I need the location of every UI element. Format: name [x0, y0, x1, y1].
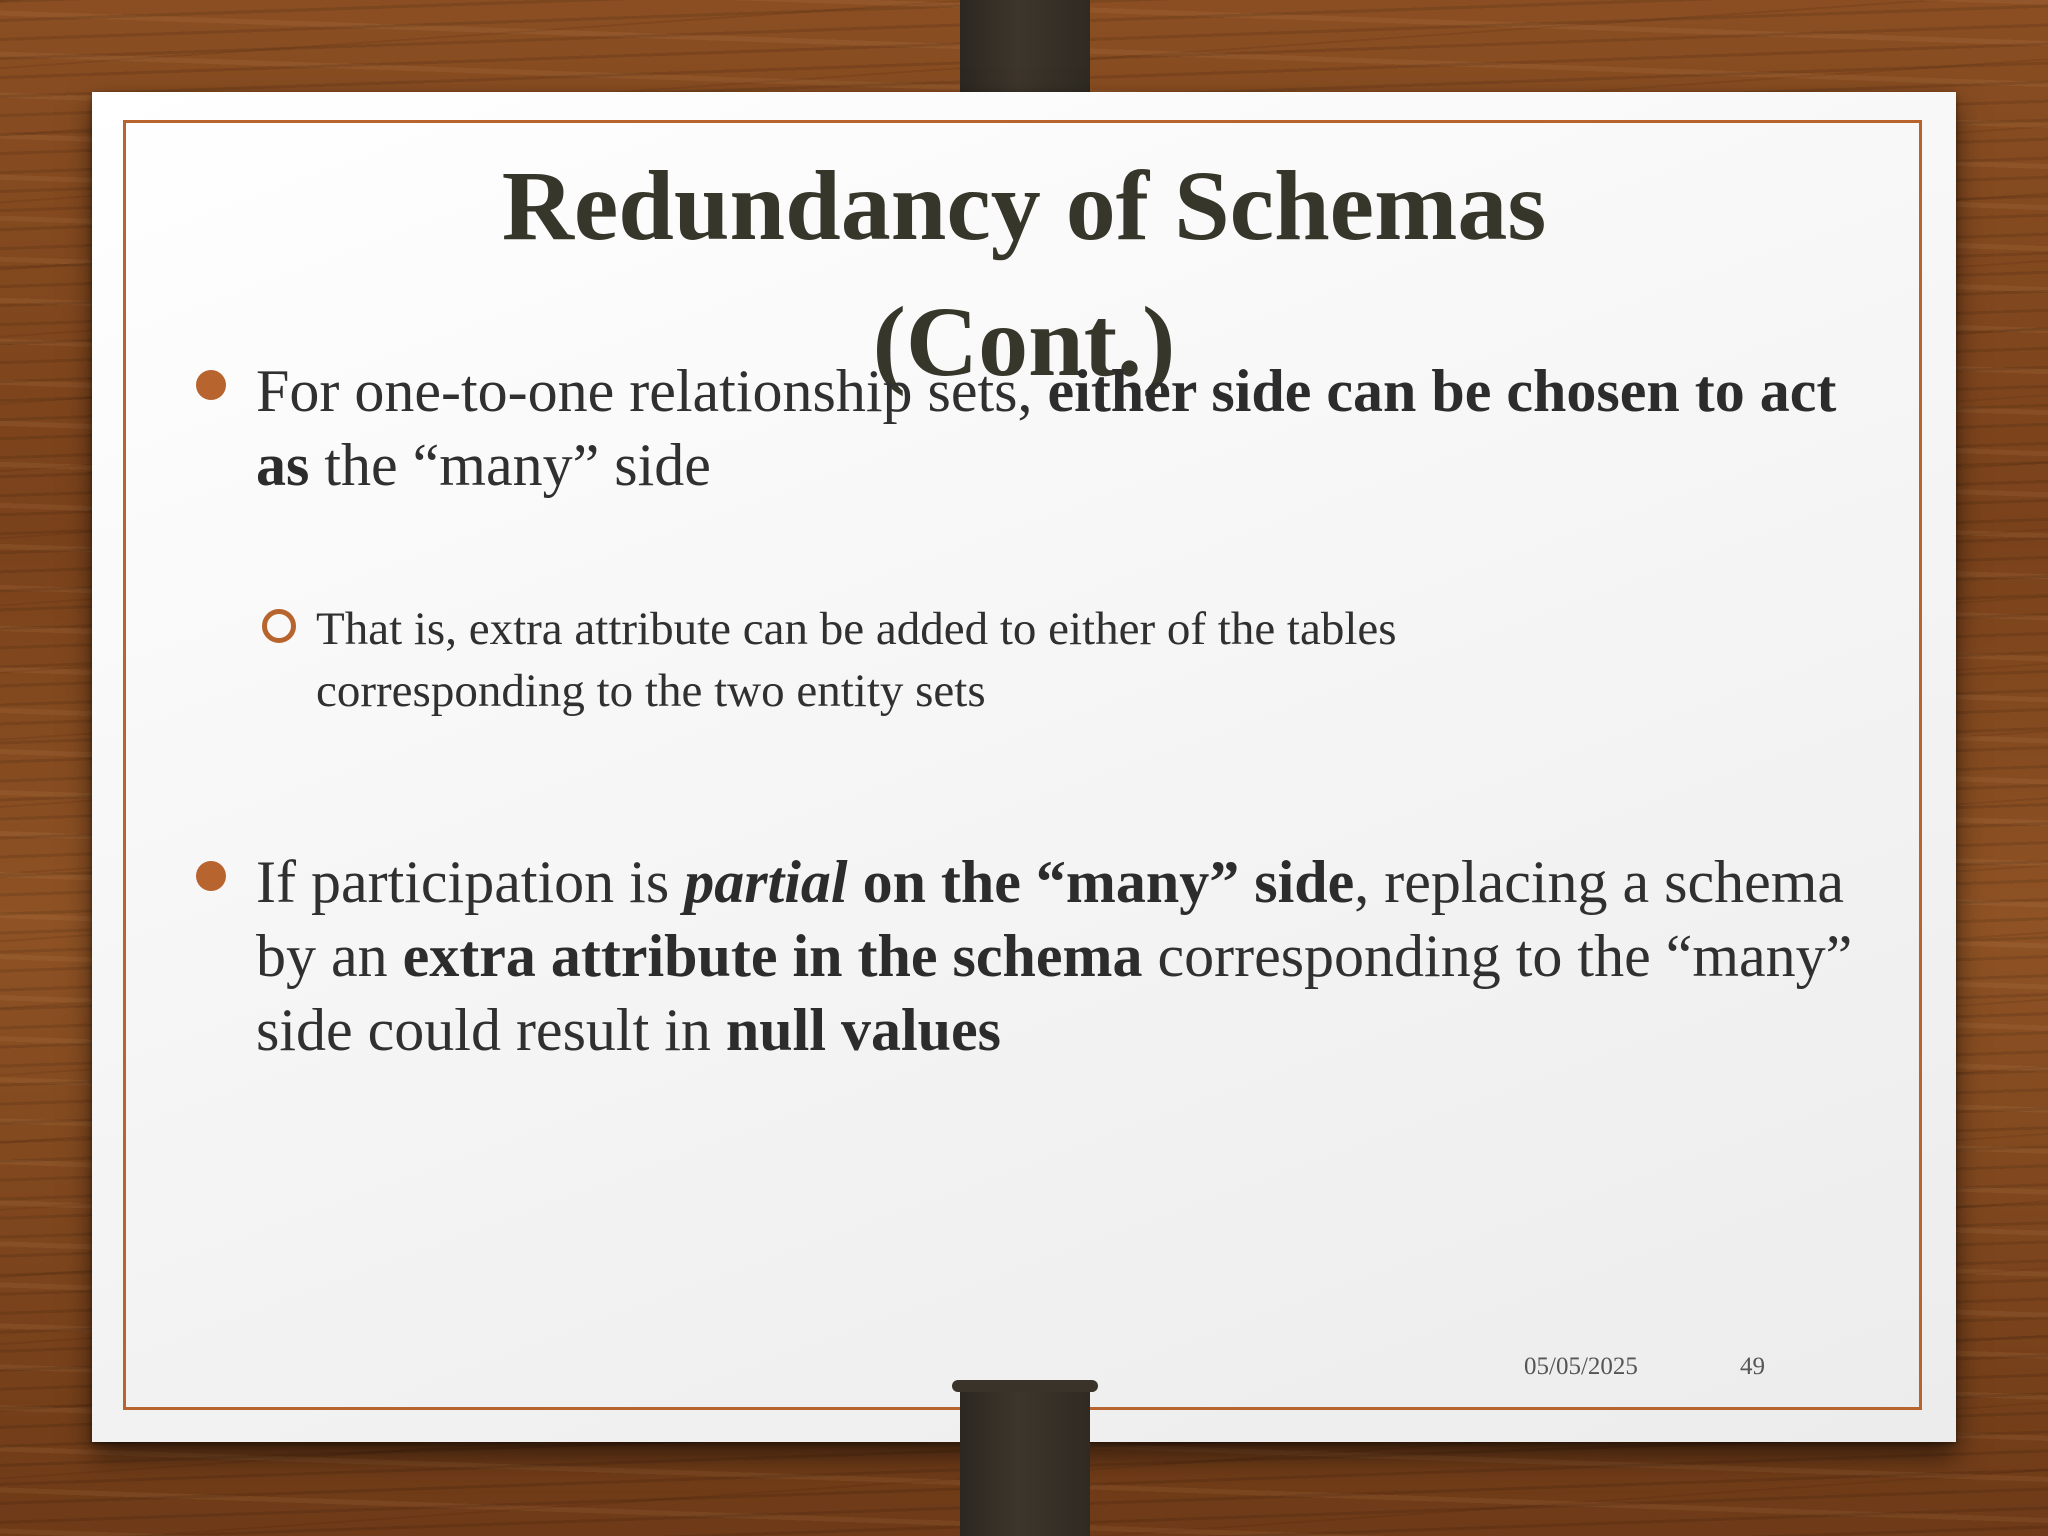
bullet-text	[256, 354, 1876, 502]
bullet-dot-icon	[196, 370, 226, 400]
sub-bullet-text	[316, 598, 1692, 722]
bullet-bold-segment: on the “many” side	[847, 849, 1355, 915]
hollow-circle-bullet-icon	[262, 609, 296, 643]
bullet-dot-icon	[196, 861, 226, 891]
bullet-text-segment: corresponding to the “many” side could result in	[256, 923, 1853, 1063]
bottom-binder-clip	[960, 1384, 1090, 1536]
bullet-bold-italic-segment	[684, 849, 847, 915]
bullet-bold-segment: either side can be chosen to act as	[256, 358, 1837, 498]
bullet-italic-word: partial	[684, 849, 848, 915]
sub-bullet-line-2: corresponding to the two entity sets	[316, 665, 986, 717]
bullet-text-segment: , replacing a schema by an	[256, 849, 1845, 989]
sub-bullet-line-1: That is, extra attribute can be added to either of the tables	[316, 603, 1397, 655]
bullet-text	[256, 845, 1876, 1067]
slide-page-number: 49	[1740, 1353, 1765, 1380]
title-line-2: (Cont.)	[872, 286, 1176, 397]
bullet-text-segment: For one-to-one relationship sets,	[256, 358, 1048, 424]
footer-date: 05/05/2025	[1524, 1353, 1638, 1380]
title-line-1: Redundancy of Schemas	[501, 150, 1547, 261]
bullet-text-segment: If participation is	[256, 849, 685, 915]
bullet-text-segment: the “many” side	[309, 432, 711, 498]
bullet-bold-segment: extra attribute in the schema	[402, 923, 1143, 989]
bottom-clip-band	[952, 1380, 1098, 1392]
bullet-bold-segment: null values	[725, 997, 1002, 1063]
